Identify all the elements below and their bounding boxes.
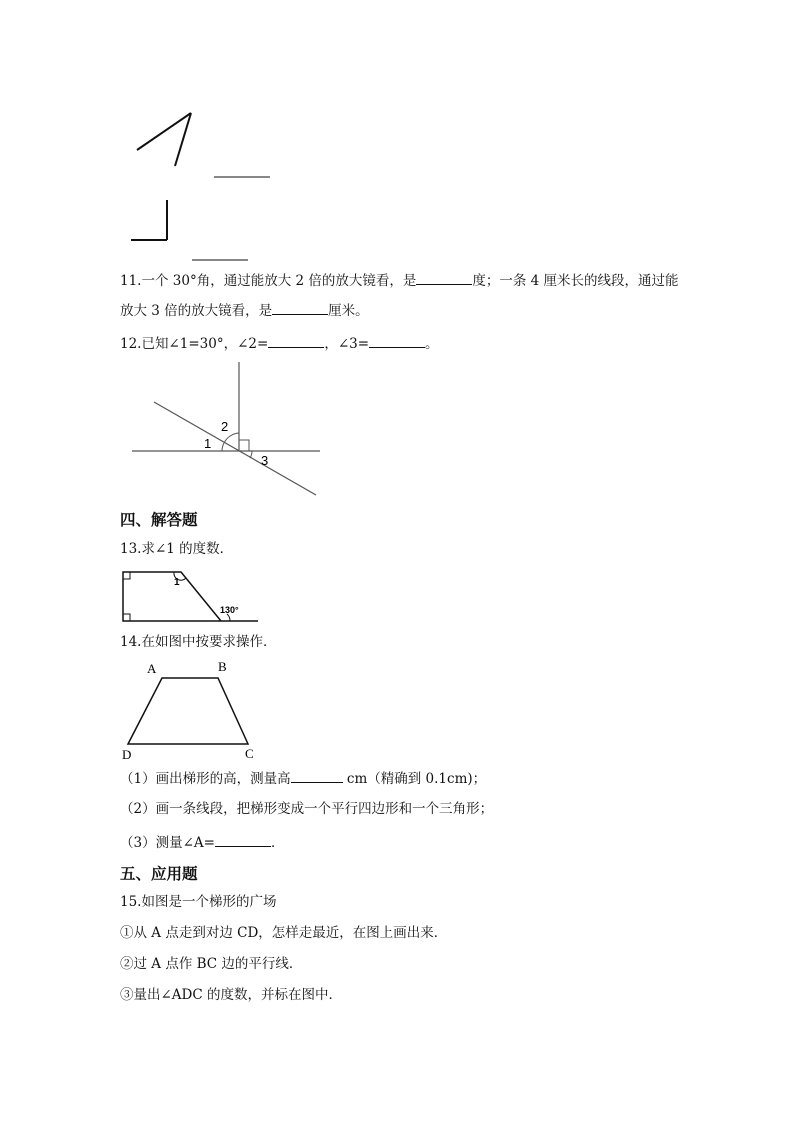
- q11-text-d: 厘米。: [328, 303, 369, 319]
- question-13: 13.求∠1 的度数．: [120, 541, 234, 557]
- q15-item-2: ②过 A 点作 BC 边的平行线．: [120, 956, 303, 972]
- q13-angle-label: 1: [174, 577, 180, 588]
- q14-sub1: [120, 768, 486, 788]
- q14-sub1-text-a: （1）画出梯形的高，测量高: [120, 771, 291, 787]
- q12-label-2: 2: [221, 419, 229, 434]
- question-14: 14.在如图中按要求操作．: [120, 634, 277, 650]
- q14-sub2: （2）画一条线段，把梯形变成一个平行四边形和一个三角形；: [120, 801, 494, 817]
- q13-given-angle: 130°: [220, 605, 239, 615]
- question-15: 15.如图是一个梯形的广场: [120, 894, 277, 910]
- q14-label-C: C: [245, 746, 254, 761]
- q14-label-D: D: [122, 747, 132, 762]
- section-4-title: 四、解答题: [120, 510, 198, 529]
- q15-item-1: ①从 A 点走到对边 CD，怎样走最近，在图上画出来．: [120, 925, 448, 941]
- q14-blank-2[interactable]: [215, 832, 271, 847]
- q14-sub3-text-a: （3）测量∠A=: [120, 835, 215, 851]
- q12-label-3: 3: [261, 453, 269, 468]
- q14-sub1-text-b: cm（精确到 0.1cm)；: [342, 771, 487, 787]
- q15-item-3: ③量出∠ADC 的度数，并标在图中．: [120, 987, 343, 1003]
- q11-text-c: 放大 3 倍的放大镜看，是: [120, 303, 273, 319]
- q14-sub3-text-b: ．: [270, 835, 285, 851]
- q12-text-a: 12.已知∠1=30°，∠2=: [120, 336, 269, 352]
- q11-text-a: 11.一个 30°角，通过能放大 2 倍的放大镜看，是: [120, 273, 417, 289]
- q14-blank-1[interactable]: [291, 768, 343, 783]
- q12-text-c: 。: [425, 336, 439, 352]
- q14-label-A: A: [147, 661, 157, 676]
- q14-label-B: B: [218, 659, 227, 674]
- q14-sub3: [120, 832, 284, 852]
- q12-text-b: ，∠3=: [324, 336, 370, 352]
- section-5-title: 五、应用题: [120, 864, 198, 883]
- q11-text-b: 度；一条 4 厘米长的线段，通过能: [472, 273, 679, 289]
- q12-label-1: 1: [204, 436, 212, 451]
